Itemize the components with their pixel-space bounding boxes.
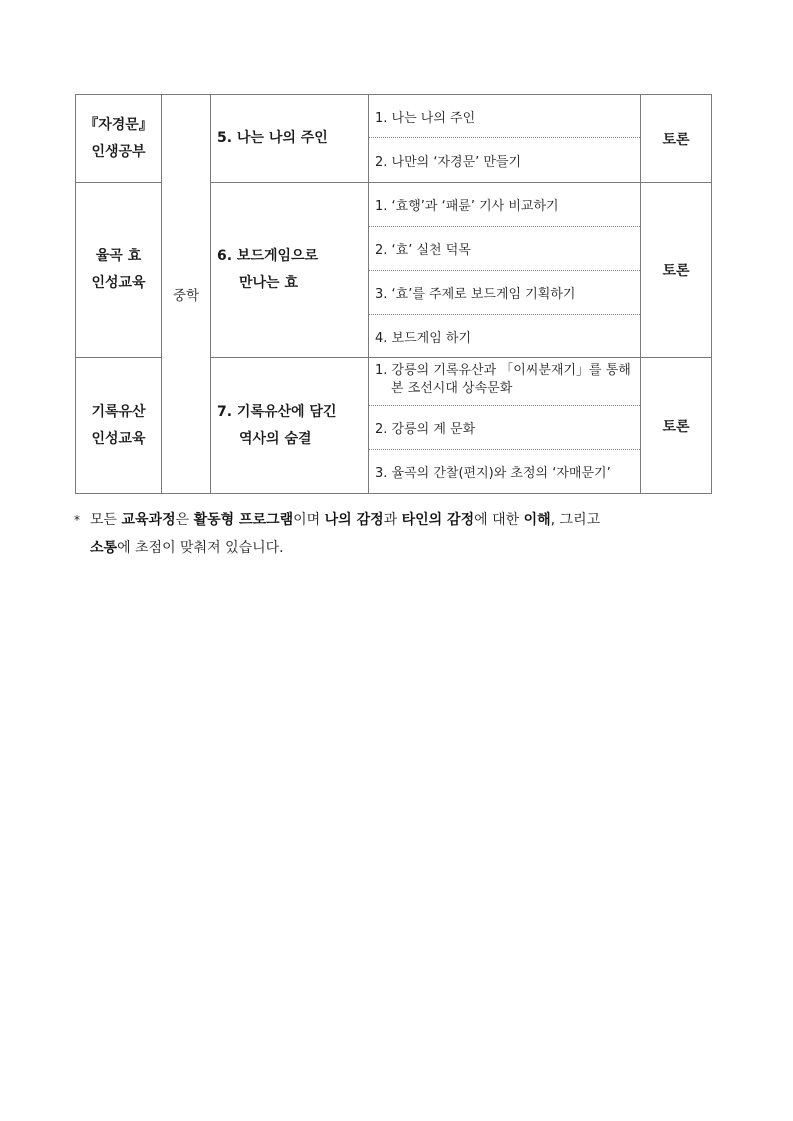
note-text: 에 초점이 맞춰져 있습니다.	[117, 540, 284, 556]
program-title-cell	[211, 183, 369, 358]
method-label: 토론	[662, 418, 690, 435]
activity-item	[369, 95, 640, 138]
activity-text: 1. 강릉의 기록유산과 「이씨분재기」를 통해	[375, 363, 631, 378]
theme-line: 인성교육	[91, 275, 146, 291]
activity-item	[369, 315, 640, 357]
note-emphasis: 나의 감정	[324, 512, 384, 528]
note-text: 은	[175, 512, 194, 528]
note-text: 이며	[293, 512, 325, 528]
program-title-line2: 역사의 숨결	[239, 430, 312, 447]
theme-cell	[76, 183, 162, 358]
activity-text: 2. 강릉의 계 문화	[375, 422, 476, 437]
activity-list-cell	[369, 183, 641, 358]
note-emphasis: 활동형 프로그램	[193, 512, 294, 528]
method-label: 토론	[662, 263, 690, 279]
note-text: 과	[383, 512, 402, 528]
note-emphasis: 타인의 감정	[401, 512, 475, 528]
activity-text: 1. ‘효행’과 ‘패륜’ 기사 비교하기	[375, 199, 559, 214]
theme-line: 기록유산	[91, 403, 146, 420]
activity-item	[369, 406, 640, 450]
program-title-cell	[211, 95, 369, 183]
asterisk-bullet: *	[74, 513, 80, 527]
method-cell	[641, 95, 712, 183]
table-row	[76, 95, 712, 183]
program-title-cell	[211, 358, 369, 494]
program-title-line1: 6. 보드게임으로	[217, 248, 319, 264]
activity-item	[369, 358, 640, 406]
theme-line: 인성교육	[91, 430, 146, 447]
activity-text: 3. 율곡의 간찰(편지)와 초정의 ‘자매문기’	[375, 466, 611, 481]
note-emphasis: 교육과정	[121, 512, 176, 528]
theme-line: 인생공부	[91, 143, 146, 160]
theme-line: 『자경문』	[84, 116, 153, 133]
program-title-line1: 7. 기록유산에 담긴	[217, 403, 337, 420]
activity-text: 2. ‘효’ 실천 덕목	[375, 243, 471, 258]
method-label: 토론	[662, 131, 690, 148]
activity-list-cell	[369, 95, 641, 183]
activity-item	[369, 450, 640, 493]
method-cell	[641, 358, 712, 494]
activity-text: 1. 나는 나의 주인	[375, 110, 476, 126]
activity-text: 2. 나만의 ‘자경문’ 만들기	[375, 154, 522, 170]
curriculum-table	[75, 94, 712, 494]
footnote-line2	[74, 534, 714, 562]
note-text: 모든	[90, 512, 122, 528]
note-emphasis: 이해	[523, 512, 551, 528]
activity-text-continuation: 본 조선시대 상속문화	[391, 381, 513, 396]
note-emphasis: 소통	[90, 540, 118, 556]
activity-text: 4. 보드게임 하기	[375, 330, 472, 346]
theme-cell	[76, 95, 162, 183]
note-text: , 그리고	[550, 512, 601, 528]
method-cell	[641, 183, 712, 358]
activity-item	[369, 183, 640, 227]
footnote	[74, 506, 714, 562]
theme-cell	[76, 358, 162, 494]
level-cell	[162, 95, 211, 494]
activity-item	[369, 227, 640, 271]
program-title: 5. 나는 나의 주인	[217, 130, 328, 146]
activity-list-cell	[369, 358, 641, 494]
activity-item	[369, 271, 640, 315]
level-label: 중학	[172, 288, 200, 304]
activity-item	[369, 138, 640, 182]
theme-line: 율곡 효	[95, 248, 142, 264]
program-title-line2: 만나는 효	[239, 275, 298, 291]
note-text: 에 대한	[474, 512, 524, 528]
activity-text: 3. ‘효’를 주제로 보드게임 기획하기	[375, 287, 576, 302]
